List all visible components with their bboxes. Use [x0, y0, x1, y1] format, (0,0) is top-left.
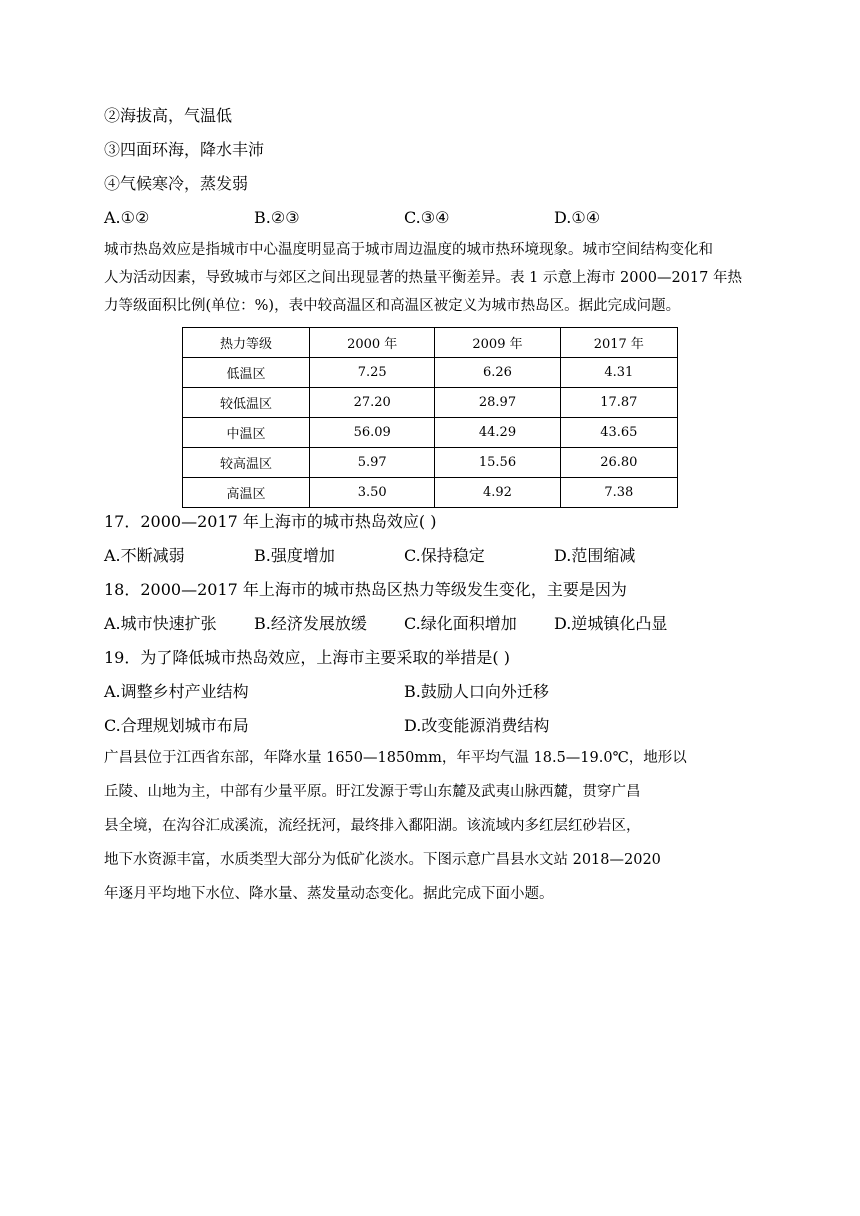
table-cell: 6.26: [435, 358, 560, 388]
table-cell: 15.56: [435, 448, 560, 478]
table-header-row: [183, 328, 678, 358]
table-header-cell: 2009 年: [435, 328, 560, 358]
q18-choice-b: B.经济发展放缓: [254, 614, 367, 633]
option-item-3: ③四面环海，降水丰沛: [104, 140, 265, 159]
q18-choice-d: D.逆城镇化凸显: [554, 614, 668, 633]
table-row: [183, 358, 678, 388]
table-cell: 44.29: [435, 418, 560, 448]
question-17-stem: 17．2000—2017 年上海市的城市热岛效应( ): [104, 512, 437, 531]
q19-choice-b: B.鼓励人口向外迁移: [404, 682, 549, 701]
heat-level-table: [182, 327, 678, 508]
option-item-4: ④气候寒冷，蒸发弱: [104, 174, 249, 193]
table-cell: 26.80: [560, 448, 677, 478]
table-row: [183, 388, 678, 418]
passage2-line: 地下水资源丰富，水质类型大部分为低矿化淡水。下图示意广昌县水文站 2018—2020: [104, 852, 661, 868]
prev-choice-d: D.①④: [554, 208, 601, 227]
table-cell: 17.87: [560, 388, 677, 418]
table-cell: 高温区: [183, 478, 310, 508]
table-header-cell: 热力等级: [183, 328, 310, 358]
passage2-line: 丘陵、山地为主，中部有少量平原。盱江发源于雩山东麓及武夷山脉西麓，贯穿广昌: [104, 784, 641, 800]
q18-choice-c: C.绿化面积增加: [404, 614, 517, 633]
prev-choice-c: C.③④: [404, 208, 450, 227]
q19-choice-c: C.合理规划城市布局: [104, 716, 249, 735]
question-19-stem: 19．为了降低城市热岛效应，上海市主要采取的举措是( ): [104, 648, 510, 667]
question-18-stem: 18．2000—2017 年上海市的城市热岛区热力等级发生变化，主要是因为: [104, 580, 627, 599]
prev-choice-a: A.①②: [104, 208, 150, 227]
prev-choice-b: B.②③: [254, 208, 300, 227]
q17-choice-d: D.范围缩减: [554, 546, 636, 565]
table-header-cell: 2017 年: [560, 328, 677, 358]
table-cell: 7.25: [310, 358, 435, 388]
passage2-line: 广昌县位于江西省东部，年降水量 1650—1850mm，年平均气温 18.5—19.0℃，地形以: [104, 750, 687, 766]
q17-choice-a: A.不断减弱: [104, 546, 185, 565]
passage1-line: 城市热岛效应是指城市中心温度明显高于城市周边温度的城市热环境现象。城市空间结构变化和: [104, 242, 713, 258]
q17-choice-b: B.强度增加: [254, 546, 335, 565]
table-header-cell: 2000 年: [310, 328, 435, 358]
q17-choice-c: C.保持稳定: [404, 546, 485, 565]
table-cell: 较高温区: [183, 448, 310, 478]
q19-choice-a: A.调整乡村产业结构: [104, 682, 249, 701]
passage2-line: 年逐月平均地下水位、降水量、蒸发量动态变化。据此完成下面小题。: [104, 886, 554, 902]
table-row: [183, 448, 678, 478]
table-cell: 4.31: [560, 358, 677, 388]
table-cell: 低温区: [183, 358, 310, 388]
passage1-line: 力等级面积比例(单位：%)，表中较高温区和高温区被定义为城市热岛区。据此完成问题。: [104, 298, 681, 314]
table-row: [183, 478, 678, 508]
table-cell: 56.09: [310, 418, 435, 448]
table-cell: 27.20: [310, 388, 435, 418]
passage1-line: 人为活动因素，导致城市与郊区之间出现显著的热量平衡差异。表 1 示意上海市 2000—2017 年热: [104, 270, 742, 286]
table-cell: 7.38: [560, 478, 677, 508]
table-cell: 43.65: [560, 418, 677, 448]
table-cell: 3.50: [310, 478, 435, 508]
q19-choice-d: D.改变能源消费结构: [404, 716, 550, 735]
passage2-line: 县全境，在沟谷汇成溪流，流经抚河，最终排入鄱阳湖。该流域内多红层红砂岩区，: [104, 818, 641, 834]
option-item-2: ②海拔高，气温低: [104, 106, 233, 125]
q18-choice-a: A.城市快速扩张: [104, 614, 217, 633]
table-row: [183, 418, 678, 448]
table-cell: 4.92: [435, 478, 560, 508]
table-cell: 中温区: [183, 418, 310, 448]
table-cell: 28.97: [435, 388, 560, 418]
table-cell: 5.97: [310, 448, 435, 478]
table-cell: 较低温区: [183, 388, 310, 418]
